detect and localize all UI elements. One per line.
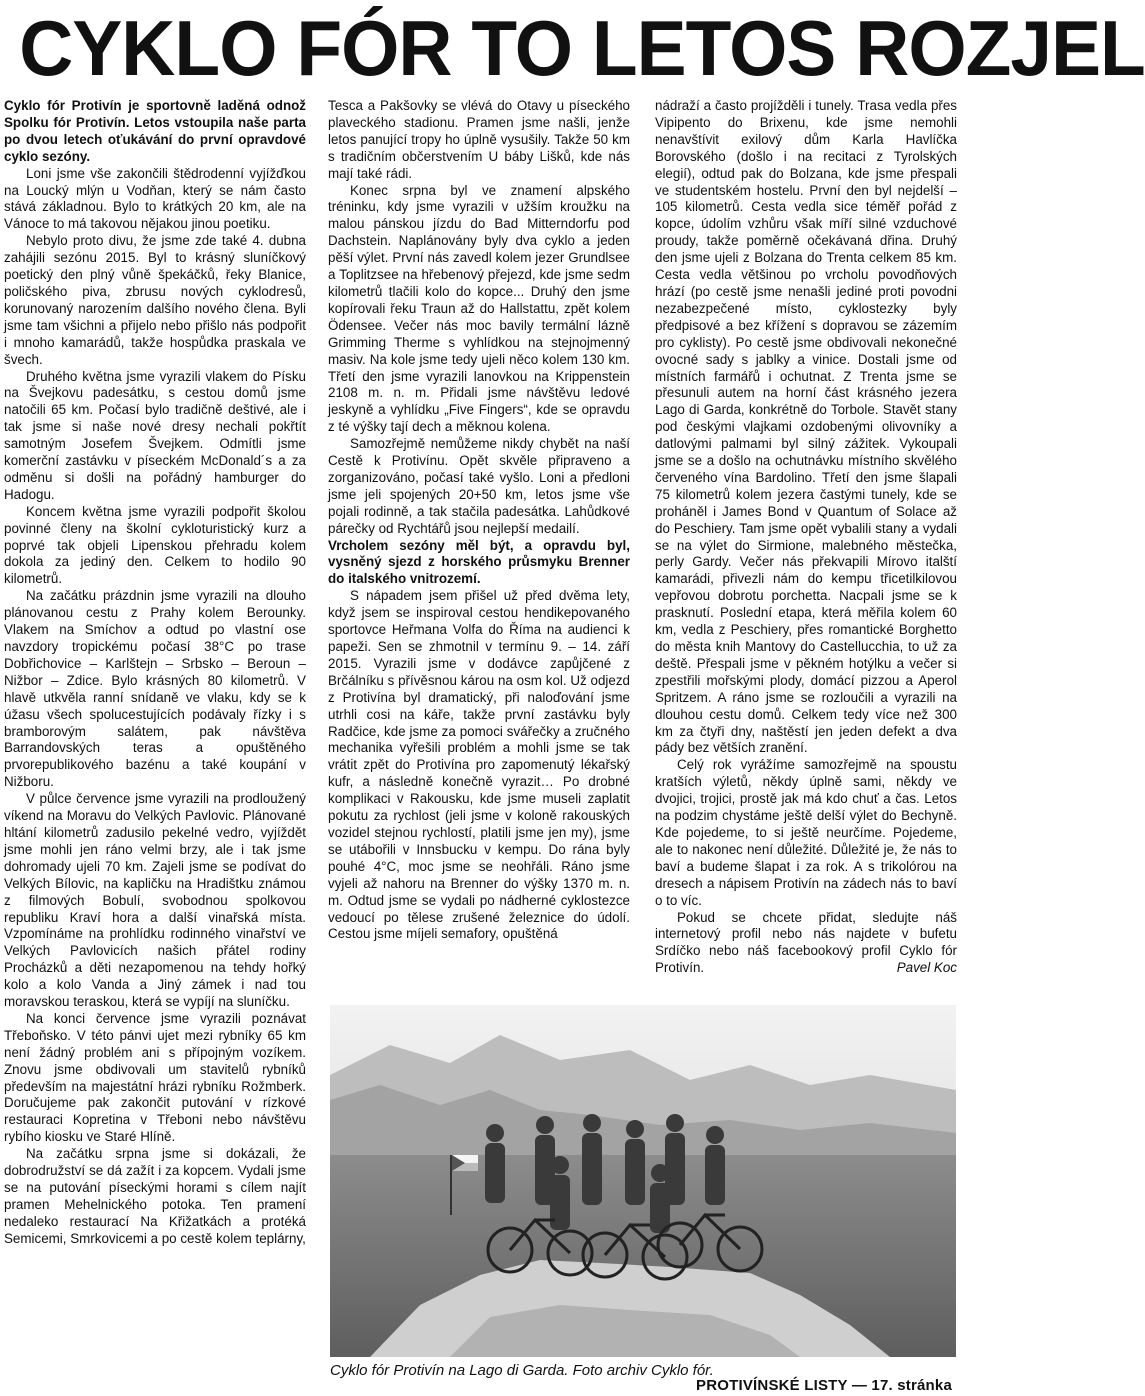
paragraph: Na začátku prázdnin jsme vyrazili na dlouho plánovanou cestu z Prahy kolem Berounky. Vlakem na Smíchov a odtud po vlastní ose navzdory tropickému počasí 38°C po trase Dobřichovice – Karlštejn – Srbsko – Beroun – Nižbor – Zdice. Bylo krásných 80 kilometrů. V hlavě utkvěla ranní snídaně ve vlaku, kdy se k úžasu všech spolucestujících podávaly řízky i s bramborovým salátem, pak návštěva Barrandovských teras a opuštěného prvorepublikového bazénu a také koupání v Nižboru. xyxy=(4,588,306,790)
group-photo xyxy=(330,1005,956,1357)
paragraph: Na konci července jsme vyrazili poznávat Třeboňsko. V této pánvi ujet mezi rybníky 65 km není žádný problém ani s přípojným vozíkem. Znovu jsme obdivovali um stavitelů rybníků především na majestátní hrázi rybníku Rožmberk. Doručujeme pak zakončit putování v rízkové restauraci Kopretina v Třeboni nebo návštěvu rybího kiosku ve Staré Hlíně. xyxy=(4,1010,306,1145)
paragraph: V půlce července jsme vyrazili na prodloužený víkend na Moravu do Velkých Pavlovic. Plánované hltání kilometrů zadusilo pekelné vedro, vyjíždět jsme mohli jen ráno velmi brzy, ale i tak jsme dohromady ujeli 70 km. Zajeli jsme se podívat do Velkých Bílovic, na kapličku na Hradištku známou z filmových Bobulí, svobodnou spolkovou republiku Kraví hora a další vinařská místa. Vzpomínáme na prohlídku rodinného vinařství ve Velkých Pavlovicích našich přátel rodiny Procházků a děti nezapomenou na tehdy hořký kolo a kolo Vanda a Jiný zámek i nad tou moravskou teraskou, která se vypíjí na sluníčku. xyxy=(4,791,306,1010)
paragraph xyxy=(655,910,957,978)
paragraph: Tesca a Pakšovky se vlévá do Otavy u píseckého plaveckého stadionu. Pramen jsme našli, jenže letos panující tropy ho úplně vysušily. Takže 50 km s tradičním občerstvením U báby Lišků, kde nás mají také rádi. xyxy=(328,98,630,181)
paragraph: Loni jsme vše zakončili štědrodenní vyjížďkou na Loucký mlýn u Vodňan, který se nám často stává základnou. Bylo to krátkých 20 km, ale na Vánoce to má takovou nějakou jinou poetiku. xyxy=(4,165,306,232)
photo-caption: Cyklo fór Protivín na Lago di Garda. Foto archiv Cyklo fór. xyxy=(330,1362,714,1379)
author-signature: Pavel Koc xyxy=(896,960,957,976)
paragraph: Konec srpna byl ve znamení alpského tréninku, kdy jsme vyrazili v užším kroužku na malou pánskou jízdu do Bad Mitterndorfu pod Dachstein. Naplánovány byly dva cyklo a jeden pěší výlet. První nás zavedl kolem jezer Grundlsee a Toplitzsee na hřebenový přejezd, kde jsme sedm kilometrů tlačili kolo do kopce... Druhý den jsme kopírovali řeku Traun až do Hallstattu, zpět kolem Ödensee. Večer nás moc bavily termální lázně Grimming Therme s vyhlídkou na stejnojmenný masiv. Na kole jsme tedy ujeli něco kolem 130 km. Třetí den jsme vyrazili lanovkou na Krippenstein 2108 m. n. m. Přidali jsme návštěvu ledové jeskyně a vyhlídku „Five Fingers“, kde se opravdu z té výšky tají dech a měknou kolena. xyxy=(328,182,630,435)
lake-garda-photo-illustration xyxy=(330,1005,956,1357)
paragraph: Celý rok vyrážíme samozřejmě na spoustu kratších výletů, někdy úplně sami, někdy ve dvojici, trojici, prostě jak má kdo chuť a čas. Letos na podzim chystáme ještě delší výlet do Bechyně. Kde pojedeme, to si ještě neurčíme. Pojedeme, ale to nakonec není důležité. Důležité je, že nás to baví a budeme šlapat i za rok. A s trikolórou na dresech a nápisem Protivín na zádech nás to baví o to víc. xyxy=(655,757,957,908)
page-footer: PROTIVÍNSKÉ LISTY — 17. stránka xyxy=(696,1377,952,1394)
bold-subheading: Vrcholem sezóny měl být, a opravdu byl, vysněný sjezd z horského průsmyku Brenner do italského vnitrozemí. xyxy=(328,537,630,587)
article-column-2 xyxy=(328,98,630,942)
article-column-1 xyxy=(4,98,306,1383)
paragraph: S nápadem jsem přišel už před dvěma lety, když jsem se inspiroval cestou hendikepovaného sportovce Heřmana Volfa do Říma na audienci k papeži. Sen se zhmotnil v termínu 9. – 14. září 2015. Vyrazili jsme v dodávce zapůjčené z Brčálníku s přívěsnou károu na osm kol. Už odjezd z Protivína byl dramatický, při naloďování jsme utrhli cosi na káře, takže první zastávku byly Radčice, kde jsme za pomoci svářečky a zručného mechanika vyřešili problém a mohli jsme se tak vrátit zpět do Protivína pro zapomenutý lékařský kufr, a následně konečně vyrazit… Po drobné komplikaci v Rakousku, kde jsme museli zaplatit pokutu za rychlost (jeli jsme v koloně rakouských vozidel stejnou rychlostí, platili jsme jen my), jsme se utábořili v Innsbucku v kempu. Do rána byly pouhé 4°C, moc jsme se neohřáli. Ráno jsme vyjeli až nahoru na Brenner do výšky 1370 m. n. m. Odtud jsme se vydali po nádherné cyklostezce vedoucí po tělese zrušené železnice do údolí. Cestou jsme míjeli semafory, opuštěná xyxy=(328,588,630,942)
paragraph: Druhého května jsme vyrazili vlakem do Písku na Švejkovu padesátku, s cestou domů jsme natočili 65 km. Počasí bylo tradičně deštivé, ale i tak jsme si naše nové dresy nechali pokřtít samotným Josefem Švejkem. Odmítli jsme komerční zastávku v píseckém McDonald´s a za odměnu si došli na pořádný hamburger do Hadogu. xyxy=(4,368,306,502)
closing-text: Pokud se chcete přidat, sledujte náš internetový profil nebo nás najdete v bufetu Srdíčko nebo náš facebookový profil Cyklo fór Protivín. xyxy=(655,909,957,976)
paragraph: Nebylo proto divu, že jsme zde také 4. dubna zahájili sezónu 2015. Byl to krásný sluníčkový poetický den plný vůně špekáčků, řeky Blanice, poličského piva, zbrusu nových cyklodresů, korunovaný narozením dalšího nového člena. Byli jsme tam všichni a přijelo nebo přišlo nás podpořit i mnoho kamarádů, takže hospůdka praskala ve švech. xyxy=(4,233,306,367)
paragraph: nádraží a často projížděli i tunely. Trasa vedla přes Vipipento do Brixenu, kde jsme nemohli nenavštívit exilový dům Karla Havlíčka Borovského (došlo i na recitaci z Tyrolských elegií), odtud pak do Bolzana, kde jsme přespali ve studentském hostelu. První den byl nejdelší – 105 kilometrů. Cesta vedla sice téměř pořád z kopce, údolím vzhůru však míří silné vzduchové proudy, takže poměrně očekávaná dřina. Druhý den jsme ujeli z Bolzana do Trenta celkem 85 km. Cesta vedla většinou po vrcholu povodňových hrází (po cestě jsme nenašli jediné proti povodni nezabezpečené místo, cyklostezky byly předpisové a bez křížení s dopravou se zázemím pro cyklisty). Po cestě jsme obdivovali nekonečné ovocné sady s jablky a vinice. Dostali jsme od místních farmářů i ochutnat. Z Trenta jsme se přesunuli autem na horní část krásného jezera Lago di Garda, konkrétně do Torbole. Stavět stany pod českými vlajkami ozdobenými olivovníky a datlovými palmami byl silný zážitek. Vykoupali jsme se a došlo na ochutnávku místního skvělého červeného vína Bardolino. Třetí den jsme šlapali 75 kilometrů kolem jezera častými tunely, kde se proháněl i James Bond v Quantum of Solace až do Peschiery. Tam jsme opět vybalili stany a vydali se na výlet do Sirmione, malebného městečka, perly Gardy. Večer nás překvapili Mírovo italští kamarádi, přivezli nám do kempu třicetilkilovou vepřovou dobrotu porchetta. Nacpali jsme se k prasknutí. Poslední etapa, která měřila kolem 60 km, vedla z Peschiery, přes romantické Borghetto do města knih Mantovy do Castellucchia, to už za deště. Přespali jsme v pěkném hotýlku a večer si zpestřili mořskými plody, domácí pizzou a Aperol Spritzem. A ráno jsme se rozloučili a vyrazili na dlouhou cestu domů. Celkem tedy více než 300 km za čtyři dny, naštěstí jen jeden defekt a dva pády bez větších zranění. xyxy=(655,98,957,756)
lead-paragraph: Cyklo fór Protivín je sportovně laděná odnož Spolku fór Protivín. Letos vstoupila naše parta po dvou letech oťukávání do první opravdové cyklo sezóny. xyxy=(4,98,306,164)
article-column-3 xyxy=(655,98,957,976)
paragraph: Samozřejmě nemůžeme nikdy chybět na naší Cestě k Protivínu. Opět skvěle připraveno a zorganizováno, počasí také vyšlo. Loni a předloni jsme jeli spojených 20+50 km, letos jsme vše pojali rodinně, a tak stačila padesátka. Lahůdkové párečky od Rychtářů jsou nejlepší medailí. xyxy=(328,436,630,536)
paragraph: Koncem května jsme vyrazili podpořit školou povinné členy na školní cykloturistický kurz a poprvé tak objeli Lipenskou přehradu kolem dokola za jediný den. Celkem to hodilo 90 kilometrů. xyxy=(4,503,306,587)
paragraph: Na začátku srpna jsme si dokázali, že dobrodružství se dá zažít i za kopcem. Vydali jsme se na putování píseckými horami s cílem najít pramen Mehelnického potoka. Ten pramení nedaleko restaurací Na Křižatkách a protéká Semicemi, Smrkovicemi a po cestě kolem teplárny, xyxy=(4,1146,306,1246)
headline: CYKLO FÓR TO LETOS ROZJEL xyxy=(19,4,1145,92)
